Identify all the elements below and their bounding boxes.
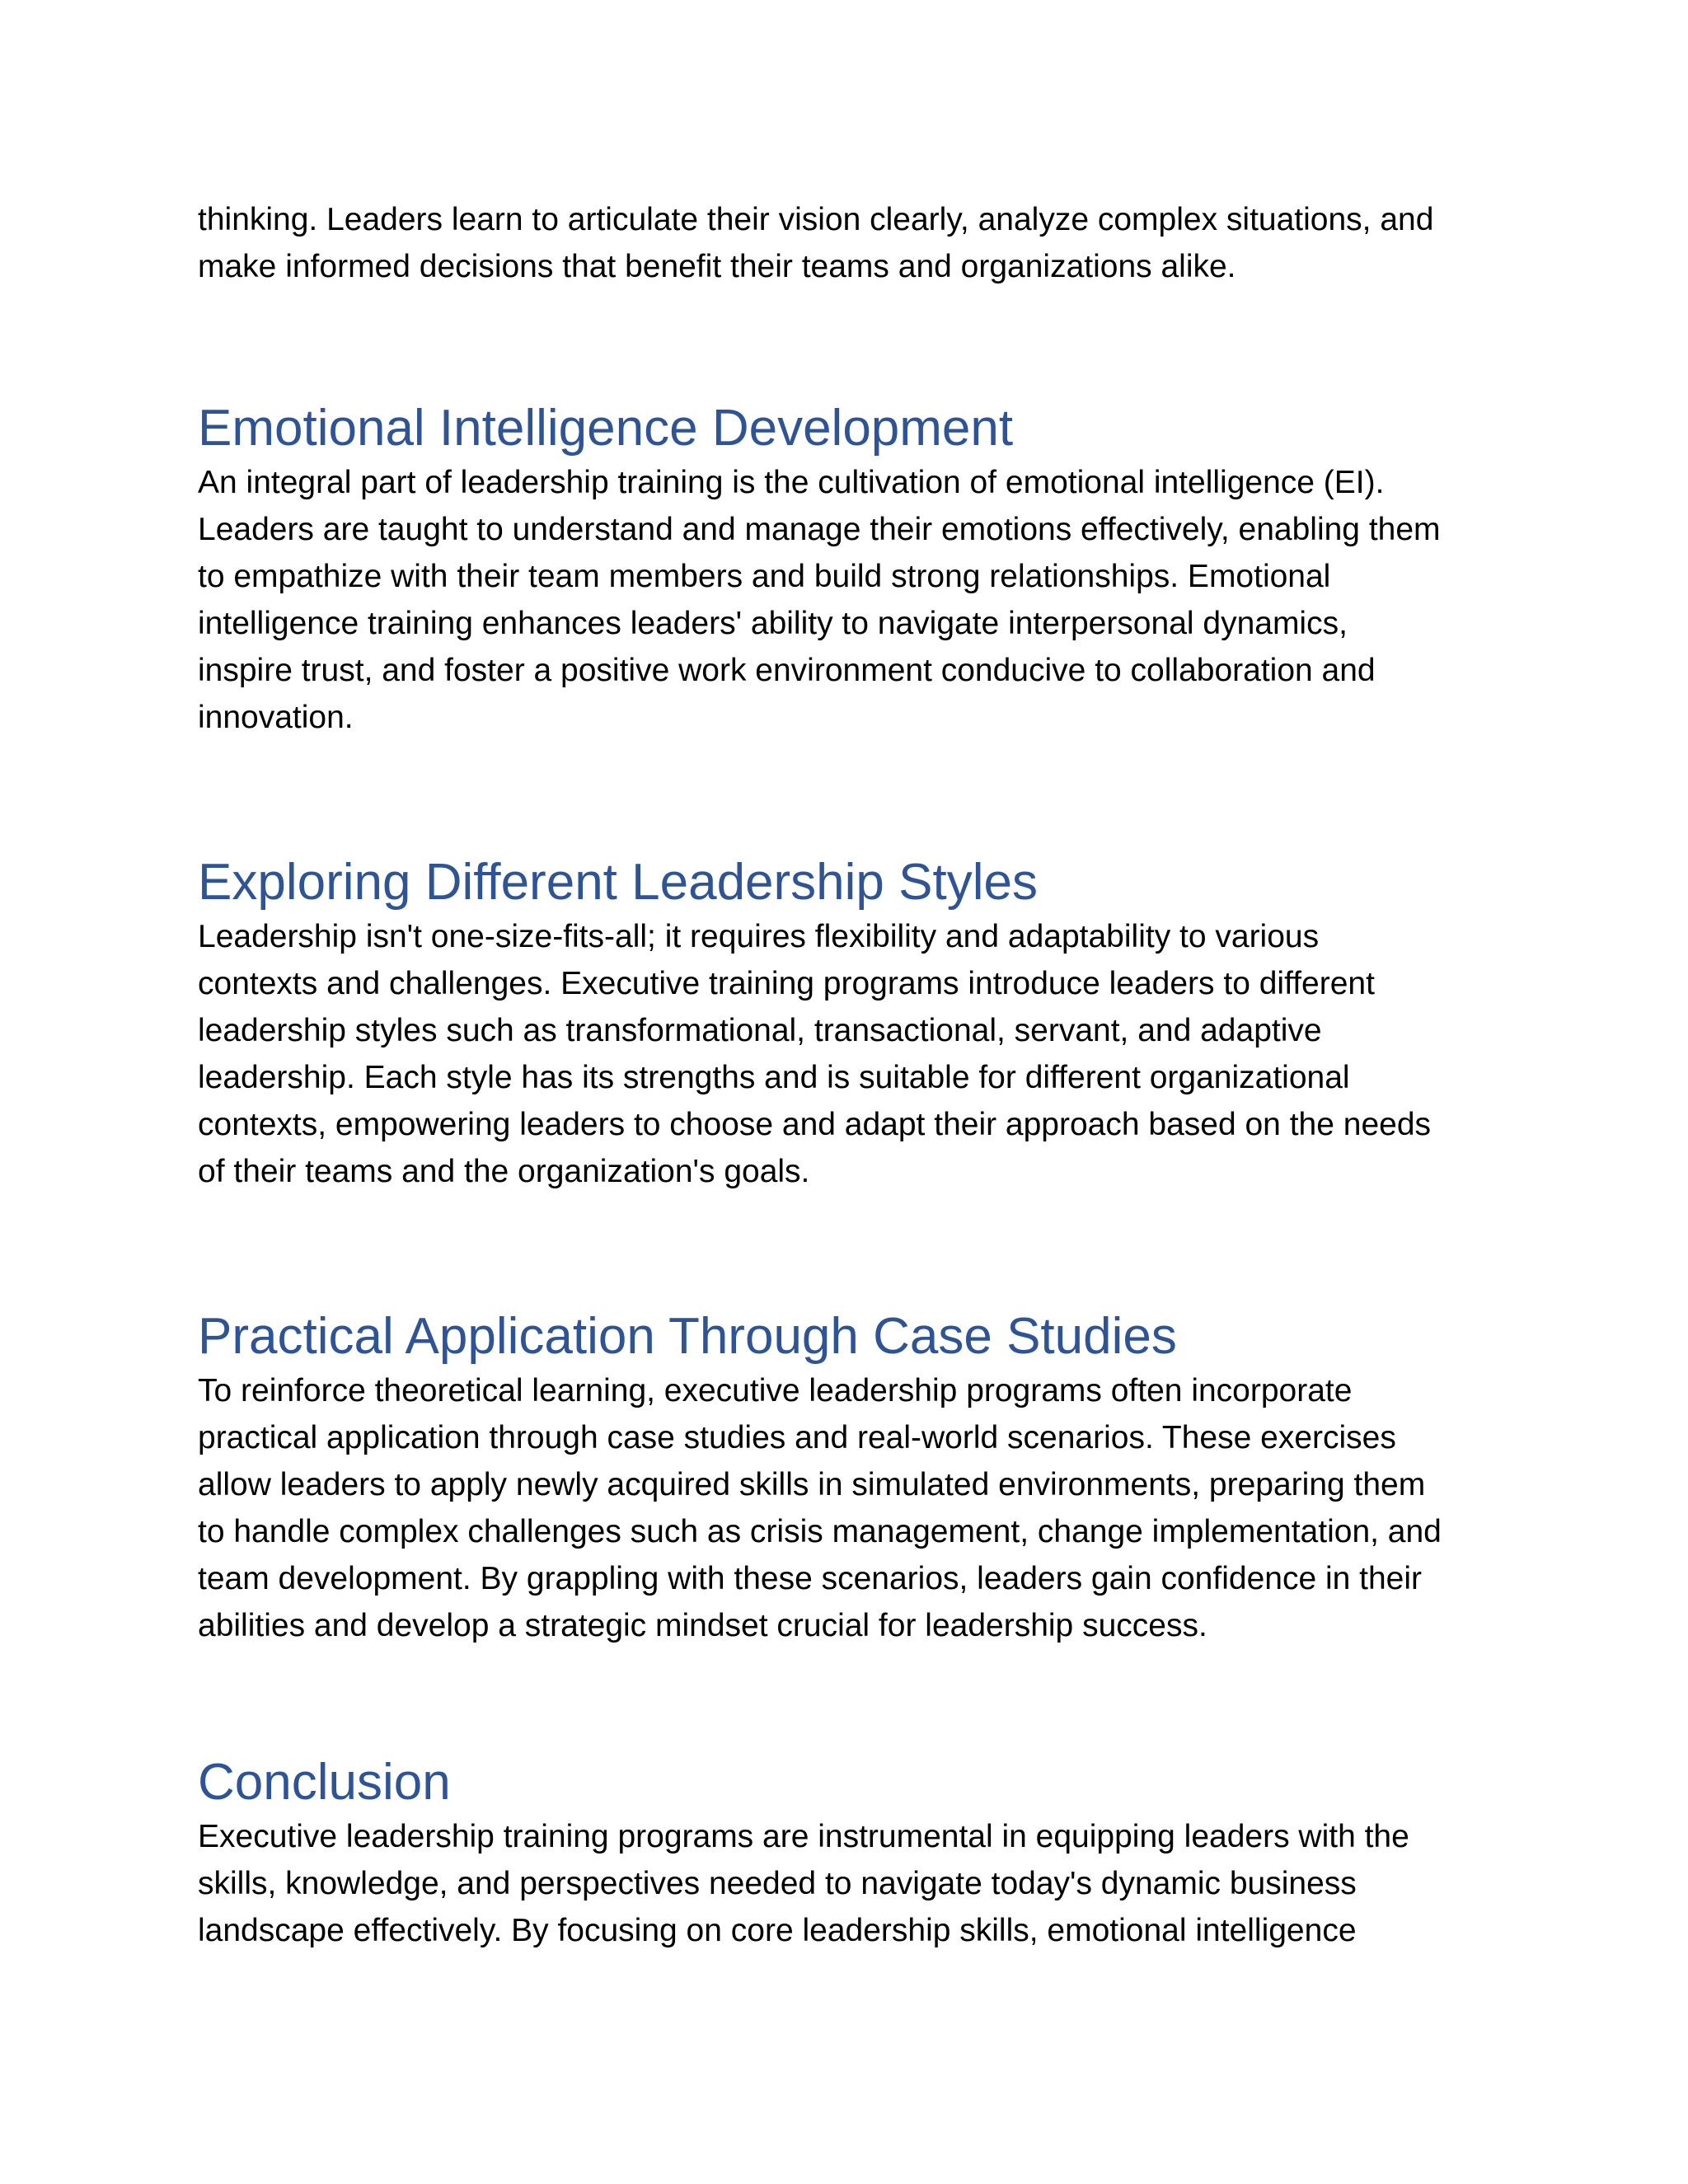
paragraph-line: abilities and develop a strategic mindset crucial for leadership success. (198, 1608, 1207, 1643)
section-heading: Conclusion (198, 1754, 451, 1811)
intro-paragraph (198, 196, 1433, 290)
section-paragraph (198, 1813, 1409, 1954)
section-leadership-styles (198, 852, 1431, 1195)
paragraph-line: leadership. Each style has its strengths and is suitable for different organizational (198, 1060, 1350, 1095)
paragraph-line: landscape effectively. By focusing on core leadership skills, emotional intelligence (198, 1913, 1357, 1948)
section-conclusion (198, 1752, 1409, 1954)
paragraph-line: to empathize with their team members and build strong relationships. Emotional (198, 559, 1331, 594)
paragraph-line: Leadership isn't one-size-fits-all; it requires flexibility and adaptability to various (198, 919, 1320, 954)
paragraph-line: practical application through case studies and real-world scenarios. These exercises (198, 1420, 1396, 1455)
paragraph-line: An integral part of leadership training is the cultivation of emotional intelligence (EI). (198, 465, 1385, 500)
paragraph-line: innovation. (198, 700, 354, 735)
paragraph-line: Leaders are taught to understand and manage their emotions effectively, enabling them (198, 512, 1441, 547)
section-heading: Emotional Intelligence Development (198, 400, 1014, 457)
section-paragraph (198, 459, 1441, 741)
paragraph-line: make informed decisions that benefit their teams and organizations alike. (198, 249, 1236, 284)
paragraph-line: Executive leadership training programs are instrumental in equipping leaders with the (198, 1819, 1409, 1854)
paragraph-line: of their teams and the organization's goals. (198, 1154, 810, 1189)
section-emotional-intelligence (198, 398, 1441, 741)
section-heading: Practical Application Through Case Studies (198, 1308, 1177, 1365)
paragraph-line: contexts, empowering leaders to choose and adapt their approach based on the needs (198, 1107, 1432, 1142)
section-case-studies (198, 1306, 1442, 1649)
paragraph-line: inspire trust, and foster a positive work environment conducive to collaboration and (198, 653, 1376, 688)
paragraph-line: to handle complex challenges such as crisis management, change implementation, and (198, 1514, 1442, 1549)
section-heading: Exploring Different Leadership Styles (198, 854, 1038, 911)
paragraph-line: To reinforce theoretical learning, executive leadership programs often incorporate (198, 1373, 1353, 1408)
paragraph-line: skills, knowledge, and perspectives needed to navigate today's dynamic business (198, 1866, 1357, 1901)
paragraph-line: thinking. Leaders learn to articulate their vision clearly, analyze complex situations, and (198, 202, 1434, 237)
section-paragraph (198, 913, 1431, 1195)
paragraph-line: intelligence training enhances leaders' ability to navigate interpersonal dynamics, (198, 606, 1348, 641)
paragraph-line: team development. By grappling with these scenarios, leaders gain confidence in their (198, 1561, 1423, 1596)
paragraph-line: contexts and challenges. Executive training programs introduce leaders to different (198, 966, 1375, 1001)
paragraph-line: leadership styles such as transformational, transactional, servant, and adaptive (198, 1013, 1322, 1048)
section-paragraph (198, 1367, 1442, 1649)
paragraph-line: allow leaders to apply newly acquired skills in simulated environments, preparing them (198, 1467, 1426, 1502)
